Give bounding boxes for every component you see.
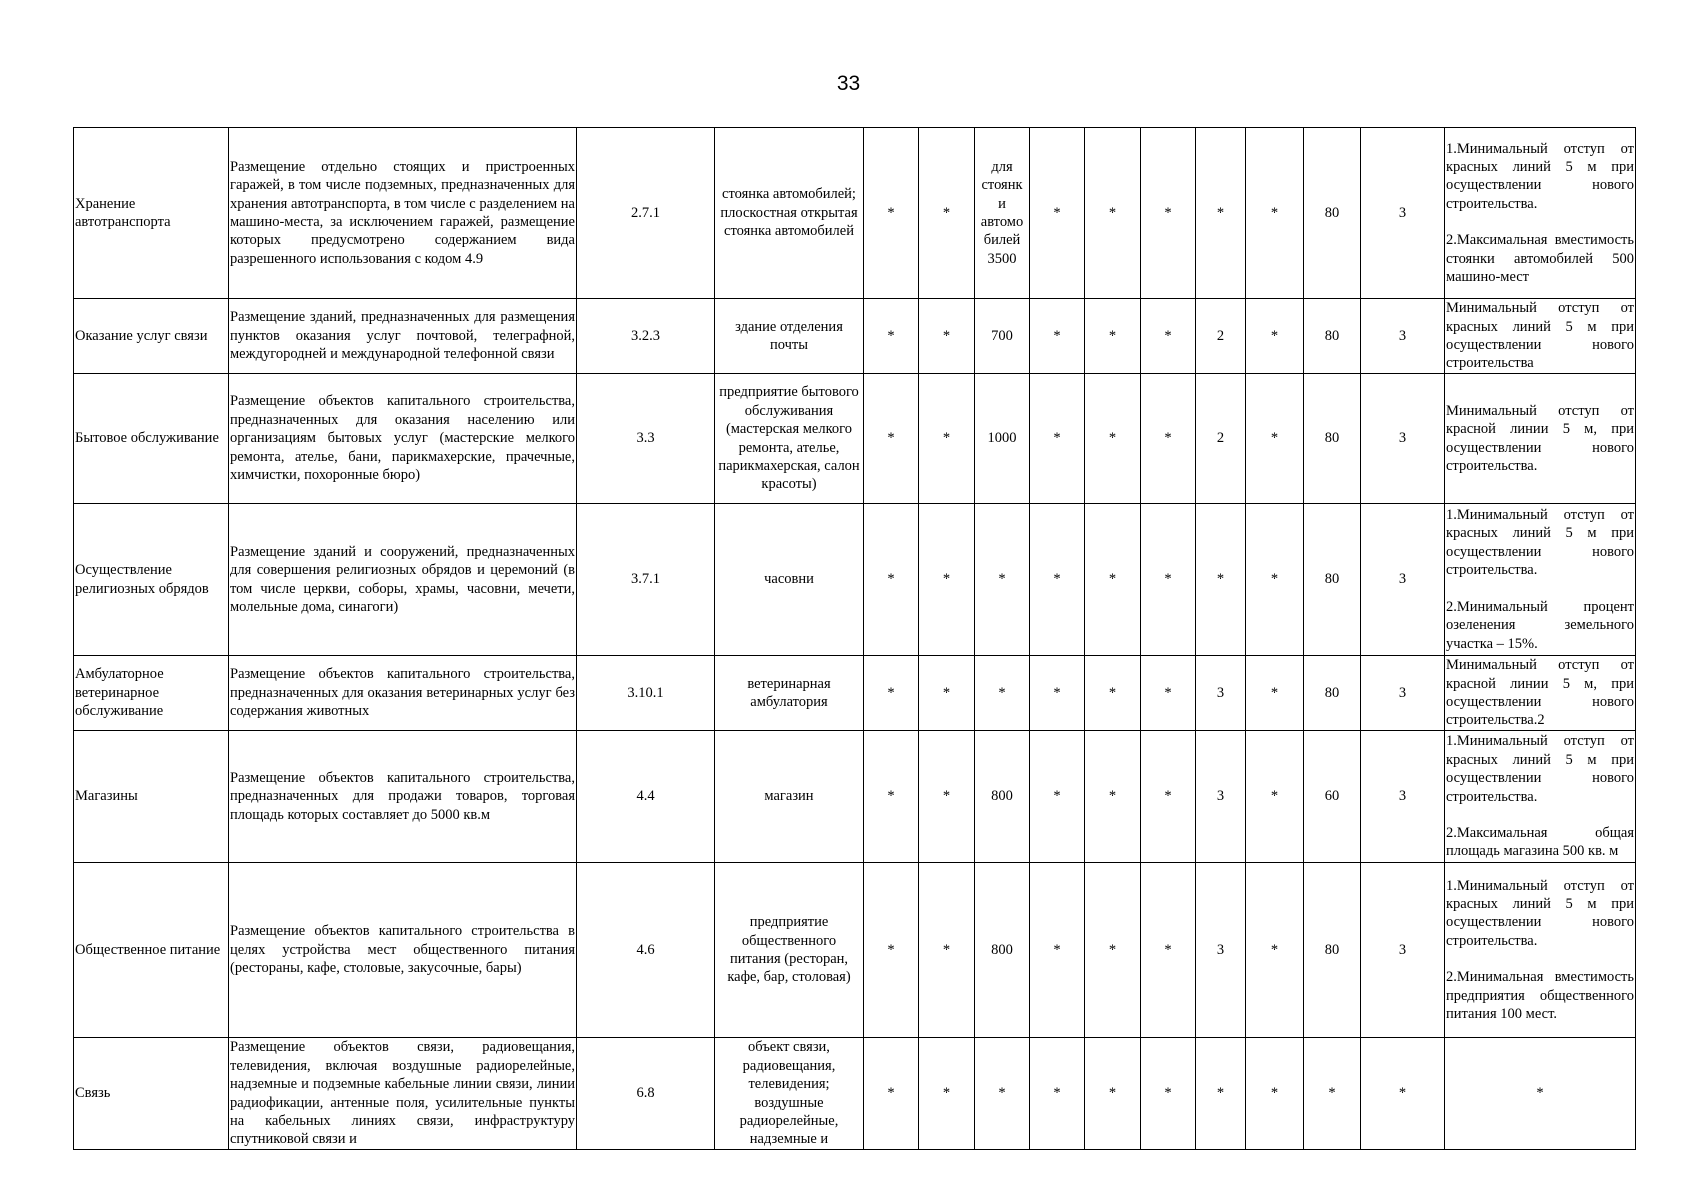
parameter-cell: * — [1085, 1038, 1141, 1150]
land-use-code: 3.2.3 — [577, 299, 715, 374]
parameter-cell: * — [919, 374, 975, 504]
land-use-description: Размещение зданий и сооружений, предназначенных для совершения религиозных обрядов и церемоний (в том числе церкви, соборы, храмы, часовни, мечети, молельные дома, синагоги) — [229, 504, 577, 656]
parameter-cell: * — [1085, 656, 1141, 731]
parameter-cell: * — [975, 504, 1030, 656]
parameter-cell: * — [1030, 504, 1085, 656]
parameter-cell: 3 — [1196, 731, 1246, 863]
parameter-cell: * — [919, 731, 975, 863]
parameter-cell: * — [1246, 1038, 1304, 1150]
parameter-cell: * — [1085, 299, 1141, 374]
parameter-cell: * — [919, 1038, 975, 1150]
parameter-cell: * — [1246, 299, 1304, 374]
note-text: 2.Минимальный процент озеленения земельного участка – 15%. — [1446, 598, 1634, 652]
parameter-cell: * — [864, 731, 919, 863]
land-use-description: Размещение объектов капитального строительства, предназначенных для оказания населению или организациям бытовых услуг (мастерские мелкого ремонта, ателье, бани, парикмахерские, прачечные, химчистки, похоронные бюро) — [229, 374, 577, 504]
notes-cell — [1445, 299, 1636, 374]
parameter-cell: * — [1304, 1038, 1361, 1150]
parameter-cell: * — [1246, 504, 1304, 656]
parameter-cell: * — [1246, 731, 1304, 863]
note-spacer — [1446, 806, 1634, 824]
parameter-cell: * — [919, 656, 975, 731]
parameter-cell: * — [1085, 863, 1141, 1038]
parameter-cell: * — [1141, 863, 1196, 1038]
parameter-cell: * — [1361, 1038, 1445, 1150]
permitted-object: ветеринарная амбулатория — [715, 656, 864, 731]
permitted-object: предприятие бытового обслуживания (мастерская мелкого ремонта, ателье, парикмахерская, салон красоты) — [715, 374, 864, 504]
land-use-description: Размещение объектов капитального строительства, предназначенных для продажи товаров, торговая площадь которых составляет до 5000 кв.м — [229, 731, 577, 863]
land-use-description: Размещение отдельно стоящих и пристроенных гаражей, в том числе подземных, предназначенных для хранения автотранспорта, в том числе с разделением на машино-места, за исключением гаражей, размещение которых предусмотрено содержанием вида разрешенного использования с кодом 4.9 — [229, 128, 577, 299]
permitted-object: часовни — [715, 504, 864, 656]
parameter-cell: * — [864, 128, 919, 299]
land-use-code: 2.7.1 — [577, 128, 715, 299]
parameter-cell: 3 — [1361, 656, 1445, 731]
note-text: Минимальный отступ от красной линии 5 м, при осуществлении нового строительства.2 — [1446, 657, 1634, 729]
parameter-cell: 2 — [1196, 299, 1246, 374]
parameter-cell: * — [919, 299, 975, 374]
notes-cell — [1445, 656, 1636, 731]
parameter-cell: * — [1141, 299, 1196, 374]
table-row — [74, 128, 1636, 299]
note-text: Минимальный отступ от красных линий 5 м при осуществлении нового строительства — [1446, 300, 1634, 372]
table-row — [74, 374, 1636, 504]
parameter-cell: 60 — [1304, 731, 1361, 863]
parameter-cell: 3 — [1361, 504, 1445, 656]
table-row — [74, 656, 1636, 731]
parameter-cell: * — [1085, 374, 1141, 504]
land-use-code: 4.4 — [577, 731, 715, 863]
parameter-cell: * — [864, 1038, 919, 1150]
note-spacer — [1446, 213, 1634, 231]
land-use-name: Хранение автотранспорта — [74, 128, 229, 299]
permitted-object: предприятие общественного питания (ресторан, кафе, бар, столовая) — [715, 863, 864, 1038]
parameter-cell: * — [1196, 1038, 1246, 1150]
parameter-cell: * — [864, 299, 919, 374]
note-text: 1.Минимальный отступ от красных линий 5 м при осуществлении нового строительства. — [1446, 877, 1634, 949]
notes-cell — [1445, 731, 1636, 863]
parameter-cell: * — [975, 656, 1030, 731]
parameter-cell: * — [1246, 656, 1304, 731]
land-use-regulations-table — [73, 127, 1636, 1150]
parameter-cell: * — [1141, 504, 1196, 656]
parameter-cell: * — [1030, 731, 1085, 863]
parameter-cell: * — [1030, 863, 1085, 1038]
land-use-code: 4.6 — [577, 863, 715, 1038]
parameter-cell: 80 — [1304, 504, 1361, 656]
parameter-cell: 3 — [1361, 128, 1445, 299]
permitted-object: стоянка автомобилей; плоскостная открытая стоянка автомобилей — [715, 128, 864, 299]
land-use-description: Размещение зданий, предназначенных для размещения пунктов оказания услуг почтовой, телеграфной, междугородней и международной телефонной связи — [229, 299, 577, 374]
parameter-cell: * — [864, 374, 919, 504]
note-text: 2.Максимальная общая площадь магазина 500 кв. м — [1446, 824, 1634, 860]
parameter-cell: 800 — [975, 731, 1030, 863]
parameter-cell: 2 — [1196, 374, 1246, 504]
note-text: Минимальный отступ от красной линии 5 м, при осуществлении нового строительства. — [1446, 402, 1634, 474]
parameter-cell: * — [864, 504, 919, 656]
parameter-cell: * — [1246, 374, 1304, 504]
parameter-cell: 80 — [1304, 374, 1361, 504]
parameter-cell: * — [919, 863, 975, 1038]
land-use-code: 3.7.1 — [577, 504, 715, 656]
parameter-cell: 3 — [1361, 731, 1445, 863]
land-use-name: Общественное питание — [74, 863, 229, 1038]
land-use-description: Размещение объектов связи, радиовещания, телевидения, включая воздушные радиорелейные, надземные и подземные кабельные линии связи, линии радиофикации, антенные поля, усилительные пункты на кабельных линиях связи, инфраструктуру спутниковой связи и — [229, 1038, 577, 1150]
land-use-name: Связь — [74, 1038, 229, 1150]
note-text: * — [1536, 1085, 1544, 1102]
note-text: 2.Минимальная вместимость предприятия общественного питания 100 мест. — [1446, 969, 1634, 1023]
table-row — [74, 863, 1636, 1038]
parameter-cell: 1000 — [975, 374, 1030, 504]
land-use-name: Амбулаторное ветеринарное обслуживание — [74, 656, 229, 731]
table-row — [74, 1038, 1636, 1150]
permitted-object: здание отделения почты — [715, 299, 864, 374]
parameter-cell: 80 — [1304, 863, 1361, 1038]
parameter-cell: * — [1085, 504, 1141, 656]
parameter-cell: * — [1030, 128, 1085, 299]
parameter-cell: * — [1030, 374, 1085, 504]
parameter-cell: * — [1246, 128, 1304, 299]
note-text: 1.Минимальный отступ от красных линий 5 м при осуществлении нового строительства. — [1446, 733, 1634, 805]
parameter-cell: * — [1246, 863, 1304, 1038]
land-use-name: Магазины — [74, 731, 229, 863]
parameter-cell: * — [975, 1038, 1030, 1150]
parameter-cell: * — [1085, 731, 1141, 863]
parameter-cell: 80 — [1304, 299, 1361, 374]
land-use-description: Размещение объектов капитального строительства, предназначенных для оказания ветеринарных услуг без содержания животных — [229, 656, 577, 731]
land-use-name: Осуществление религиозных обрядов — [74, 504, 229, 656]
parameter-cell: 3 — [1196, 863, 1246, 1038]
note-spacer — [1446, 580, 1634, 598]
parameter-cell: * — [919, 504, 975, 656]
parameter-cell: * — [919, 128, 975, 299]
notes-cell — [1445, 1038, 1636, 1150]
parameter-cell: * — [1196, 128, 1246, 299]
notes-cell — [1445, 128, 1636, 299]
parameter-cell: 3 — [1361, 299, 1445, 374]
parameter-cell: * — [1196, 504, 1246, 656]
land-use-description: Размещение объектов капитального строительства в целях устройства мест общественного питания (рестораны, кафе, столовые, закусочные, бары) — [229, 863, 577, 1038]
table-row — [74, 504, 1636, 656]
parameter-cell: * — [1141, 656, 1196, 731]
land-use-code: 6.8 — [577, 1038, 715, 1150]
permitted-object: магазин — [715, 731, 864, 863]
parameter-cell: * — [1030, 656, 1085, 731]
land-use-code: 3.3 — [577, 374, 715, 504]
parameter-cell: * — [1085, 128, 1141, 299]
land-use-name: Оказание услуг связи — [74, 299, 229, 374]
land-use-name: Бытовое обслуживание — [74, 374, 229, 504]
parameter-cell: * — [1141, 731, 1196, 863]
parameter-cell: для стоянк и автомо билей 3500 — [975, 128, 1030, 299]
note-spacer — [1446, 950, 1634, 968]
parameter-cell: 80 — [1304, 656, 1361, 731]
table-row — [74, 299, 1636, 374]
parameter-cell: * — [864, 863, 919, 1038]
parameter-cell: 3 — [1361, 374, 1445, 504]
parameter-cell: 80 — [1304, 128, 1361, 299]
parameter-cell: * — [1141, 128, 1196, 299]
notes-cell — [1445, 374, 1636, 504]
parameter-cell: * — [1141, 1038, 1196, 1150]
parameter-cell: * — [1030, 1038, 1085, 1150]
parameter-cell: 800 — [975, 863, 1030, 1038]
parameter-cell: * — [864, 656, 919, 731]
land-use-code: 3.10.1 — [577, 656, 715, 731]
note-text: 1.Минимальный отступ от красных линий 5 м при осуществлении нового строительства. — [1446, 140, 1634, 212]
page-number: 33 — [836, 72, 861, 95]
parameter-cell: * — [1030, 299, 1085, 374]
notes-cell — [1445, 504, 1636, 656]
parameter-cell: 3 — [1361, 863, 1445, 1038]
note-text: 2.Максимальная вместимость стоянки автомобилей 500 машино-мест — [1446, 232, 1634, 286]
notes-cell — [1445, 863, 1636, 1038]
parameter-cell: 3 — [1196, 656, 1246, 731]
parameter-cell: * — [1141, 374, 1196, 504]
parameter-cell: 700 — [975, 299, 1030, 374]
note-text: 1.Минимальный отступ от красных линий 5 м при осуществлении нового строительства. — [1446, 507, 1634, 579]
permitted-object: объект связи, радиовещания, телевидения; воздушные радиорелейные, надземные и — [715, 1038, 864, 1150]
table-row — [74, 731, 1636, 863]
